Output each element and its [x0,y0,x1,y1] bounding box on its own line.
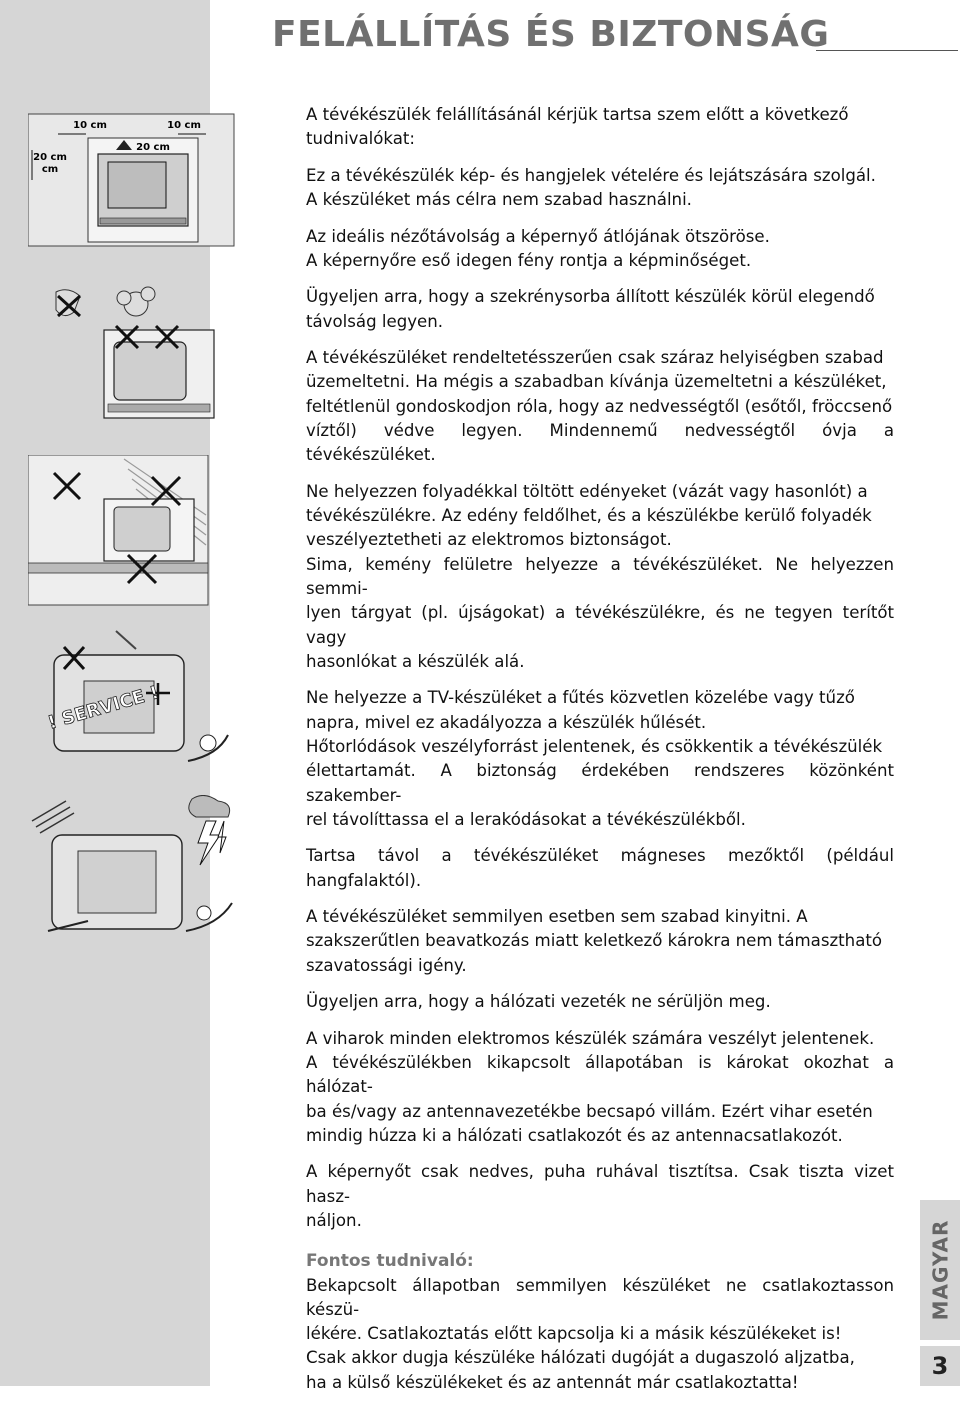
important-note-title: Fontos tudnivaló: [306,1251,474,1272]
text-line: lyen tárgyat (pl. újságokat) a tévékészülékre, és ne tegyen terítőt vagy [306,603,894,647]
text-line: Sima, kemény felületre helyezze a tévékészüléket. Ne helyezzen semmi- [306,554,894,598]
body-text [306,103,894,1407]
text-line: A készüléket más célra nem szabad használni. [306,190,692,210]
text-line: tévékészülékre. Az edény feldőlhet, és a készülékbe kerülő folyadék [306,506,872,526]
page-title: FELÁLLÍTÁS ÉS BIZTONSÁG [272,14,830,55]
text-line: A tévékészülékben kikapcsolt állapotában is károkat okozhat a hálózat- [306,1052,894,1097]
text-line: A viharok minden elektromos készülék számára veszélyt jelentenek. [306,1028,875,1048]
paragraph-magnetic [306,844,894,893]
paragraph-dry-rooms [306,346,894,467]
important-note-body [306,1274,894,1395]
text-line: élettartamát. A biztonság érdekében rendszeres közönként szakember- [306,761,894,805]
text-line: távolság legyen. [306,311,444,331]
text-line: Ne helyezzen folyadékkal töltött edényeket (vázát vagy hasonlót) a [306,481,868,501]
language-tab [920,1200,960,1340]
page-number: 3 [931,1352,949,1380]
text-line: Csak akkor dugja készüléke hálózati dugóját a dugaszoló aljzatba, [306,1348,855,1368]
text-line: A képernyőre eső idegen fény rontja a képminőséget. [306,250,752,270]
text-line: hasonlókat a készülék alá. [306,651,525,671]
spacing-left-unit-label: cm [41,164,59,175]
text-line: lékére. Csatlakoztatás előtt kapcsolja ki a másik készülékeket is! [306,1324,842,1344]
text-line: szavatossági igény. [306,955,467,975]
text-line: náljon. [306,1210,362,1230]
spacing-top-label: 20 cm [136,142,170,153]
text-line: ba és/vagy az antennavezetékbe becsapó villám. Ezért vihar esetén [306,1101,873,1121]
text-line: Hőtorlódások veszélyforrást jelentenek, és csökkentik a tévékészülék [306,736,883,756]
text-line: feltétlenül gondoskodjon róla, hogy az nedvességtől (esőtől, fröccsenő [306,396,893,416]
spacing-top-left-label: 10 cm [73,120,107,131]
paragraph-storms [306,1027,894,1148]
title-rule [816,50,958,51]
no-liquids-illustration [28,282,236,422]
no-heat-sun-illustration [28,455,236,615]
text-line: A képernyőt csak nedves, puha ruhával tisztítsa. Csak tiszta vizet hasz- [306,1162,894,1206]
service-label: ! SERVICE ! [45,682,162,734]
text-line: Tartsa távol a tévékészüléket mágneses mezőktől (például hangfalaktól). [306,846,894,890]
paragraph-heat [306,686,894,832]
text-line: ha a külső készülékeket és az antennát már csatlakoztatta! [306,1372,799,1392]
text-line: napra, mivel ez akadályozza a készülék hűlését. [306,712,707,732]
text-line: üzemeltetni. Ha mégis a szabadban kívánja üzemeltetni a készüléket, [306,372,887,392]
language-label: MAGYAR [928,1219,952,1321]
spacing-top-right-label: 10 cm [167,120,201,131]
text-line: A tévékészülék felállításánál kérjük tartsa szem előtt a következő [306,105,849,124]
paragraph-setup-intro [306,103,894,152]
text-line: Ne helyezze a TV-készüléket a fűtés közvetlen közelébe vagy tűző [306,688,855,708]
text-line: Ez a tévékészülék kép- és hangjelek vételére és lejátszására szolgál. [306,165,876,185]
paragraph-liquids-surface [306,480,894,674]
text-line: tudnivalókat: [306,129,416,149]
paragraph-cabinet-spacing [306,285,894,334]
text-line: A tévékészüléket semmilyen esetben sem szabad kinyitni. A [306,907,808,927]
text-line: Ügyeljen arra, hogy a hálózati vezeték ne sérüljön meg. [306,992,771,1012]
text-line: A tévékészüléket rendeltetésszerűen csak száraz helyiségben szabad [306,348,884,368]
paragraph-cleaning [306,1160,894,1233]
text-line: szakszerűtlen beavatkozás miatt keletkező károkra nem támasztható [306,931,883,951]
paragraph-power-cable [306,990,894,1014]
spacing-left-label: 20 cm [33,152,67,163]
text-line: víztől) védve legyen. Mindennemű nedvességtől óvja a tévékészüléket. [306,421,894,465]
paragraph-purpose [306,164,894,213]
page-number-box [920,1346,960,1386]
spacing-diagram [28,110,236,250]
storm-illustration [28,795,236,945]
paragraph-do-not-open [306,905,894,978]
text-line: rel távolíttassa el a lerakódásokat a tévékészülékből. [306,809,746,829]
paragraph-viewing-distance [306,225,894,274]
text-line: mindig húzza ki a hálózati csatlakozót és az antennacsatlakozót. [306,1125,843,1145]
text-line: Ügyeljen arra, hogy a szekrénysorba állított készülék körül elegendő [306,287,875,307]
text-line: Bekapcsolt állapotban semmilyen készüléket ne csatlakoztasson készü- [306,1275,894,1319]
text-line: veszélyeztetheti az elektromos biztonságot. [306,530,672,550]
text-line: Az ideális nézőtávolság a képernyő átlójának ötszöröse. [306,226,770,246]
service-illustration [28,625,236,775]
